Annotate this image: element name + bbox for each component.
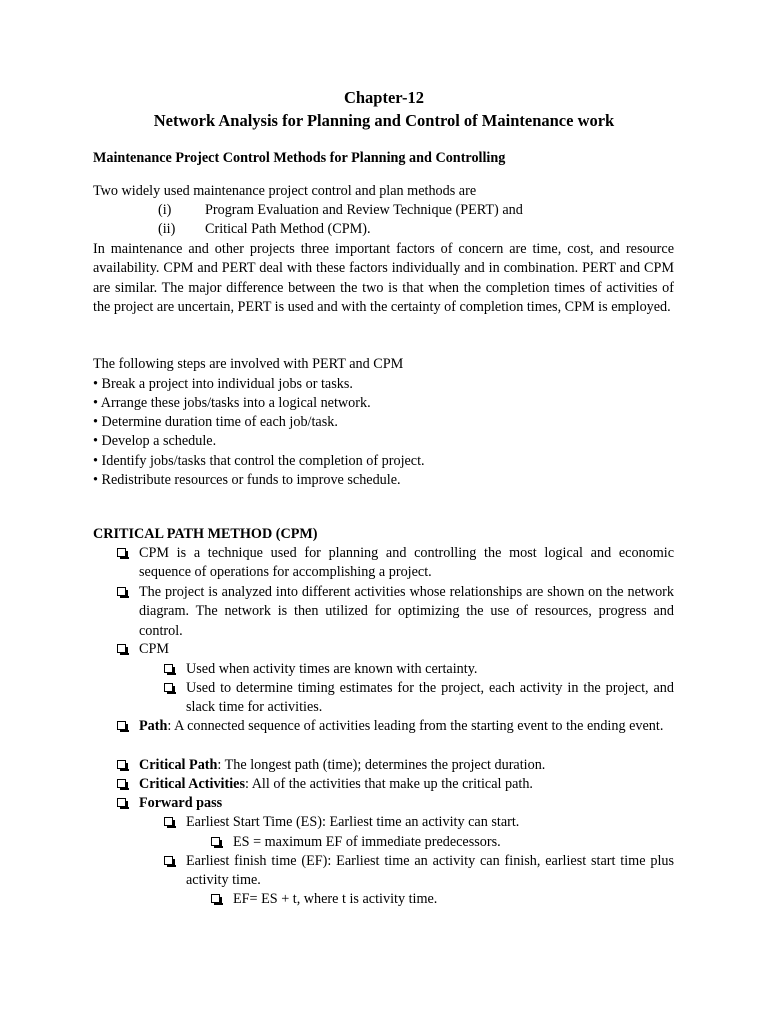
term: Critical Activities (139, 776, 245, 792)
cpm-sub-bullet: Used to determine timing estimates for the project, each activity in the project, and slack time for activities. (186, 679, 674, 718)
section-heading: Maintenance Project Control Methods for Planning and Controlling (93, 150, 506, 166)
chapter-number: Chapter-12 (343, 88, 425, 107)
checkbox-bullet-icon (164, 856, 173, 865)
checkbox-bullet-icon (117, 779, 126, 788)
cpm-heading: CRITICAL PATH METHOD (CPM) (93, 526, 318, 542)
checkbox-bullet-icon (117, 548, 126, 557)
checkbox-bullet-icon (211, 837, 220, 846)
term: Path (139, 718, 168, 734)
es-formula: ES = maximum EF of immediate predecessors. (233, 833, 674, 852)
step-item: • Determine duration time of each job/task. (93, 414, 338, 430)
critical-path-definition: Critical Path: The longest path (time); determines the project duration. (139, 756, 674, 775)
cpm-sub-bullet: Used when activity times are known with certainty. (186, 660, 674, 679)
term: Forward pass (139, 795, 223, 811)
checkbox-bullet-icon (117, 644, 126, 653)
method-text: Program Evaluation and Review Technique (PERT) and (205, 202, 523, 218)
forward-pass (139, 794, 674, 813)
step-item: • Arrange these jobs/tasks into a logical network. (93, 395, 371, 411)
chapter-title: Network Analysis for Planning and Control of Maintenance work (153, 111, 615, 130)
ef-definition: Earliest finish time (EF): Earliest time an activity can finish, earliest start time plus activity time. (186, 852, 674, 891)
step-item: • Break a project into individual jobs or tasks. (93, 376, 353, 392)
method-text: Critical Path Method (CPM). (205, 221, 371, 237)
checkbox-bullet-icon (117, 798, 126, 807)
checkbox-bullet-icon (164, 664, 173, 673)
cpm-bullet: CPM (139, 640, 674, 659)
cpm-bullet: CPM is a technique used for planning and controlling the most logical and economic sequence of operations for accomplishing a project. (139, 544, 674, 583)
es-definition: Earliest Start Time (ES): Earliest time an activity can start. (186, 813, 674, 832)
cpm-bullet: The project is analyzed into different activities whose relationships are shown on the network diagram. The network is then utilized for optimizing the use of resources, progress and control. (139, 583, 674, 641)
steps-intro: The following steps are involved with PERT and CPM (93, 356, 404, 372)
term: Critical Path (139, 757, 218, 773)
ef-formula: EF= ES + t, where t is activity time. (233, 890, 674, 909)
intro-text: Two widely used maintenance project control and plan methods are (93, 183, 477, 199)
step-item: • Develop a schedule. (93, 433, 217, 449)
step-item: • Redistribute resources or funds to improve schedule. (93, 472, 401, 488)
checkbox-bullet-icon (164, 683, 173, 692)
checkbox-bullet-icon (117, 587, 126, 596)
checkbox-bullet-icon (211, 894, 220, 903)
body-paragraph: In maintenance and other projects three important factors of concern are time, cost, and resource availability. CPM and PERT deal with these factors individually and in combination. PERT and CPM are similar. The major difference between the two is that when the completion times of activities of the project are uncertain, PERT is used and with the certainty of completion times, CPM is employed. (93, 241, 674, 315)
path-definition: Path: A connected sequence of activities leading from the starting event to the ending event. (139, 717, 674, 736)
method-number: (ii) (158, 221, 176, 237)
critical-activities-definition: Critical Activities: All of the activities that make up the critical path. (139, 775, 674, 794)
checkbox-bullet-icon (117, 721, 126, 730)
checkbox-bullet-icon (164, 817, 173, 826)
step-item: • Identify jobs/tasks that control the completion of project. (93, 453, 425, 469)
method-number: (i) (158, 202, 172, 218)
checkbox-bullet-icon (117, 760, 126, 769)
